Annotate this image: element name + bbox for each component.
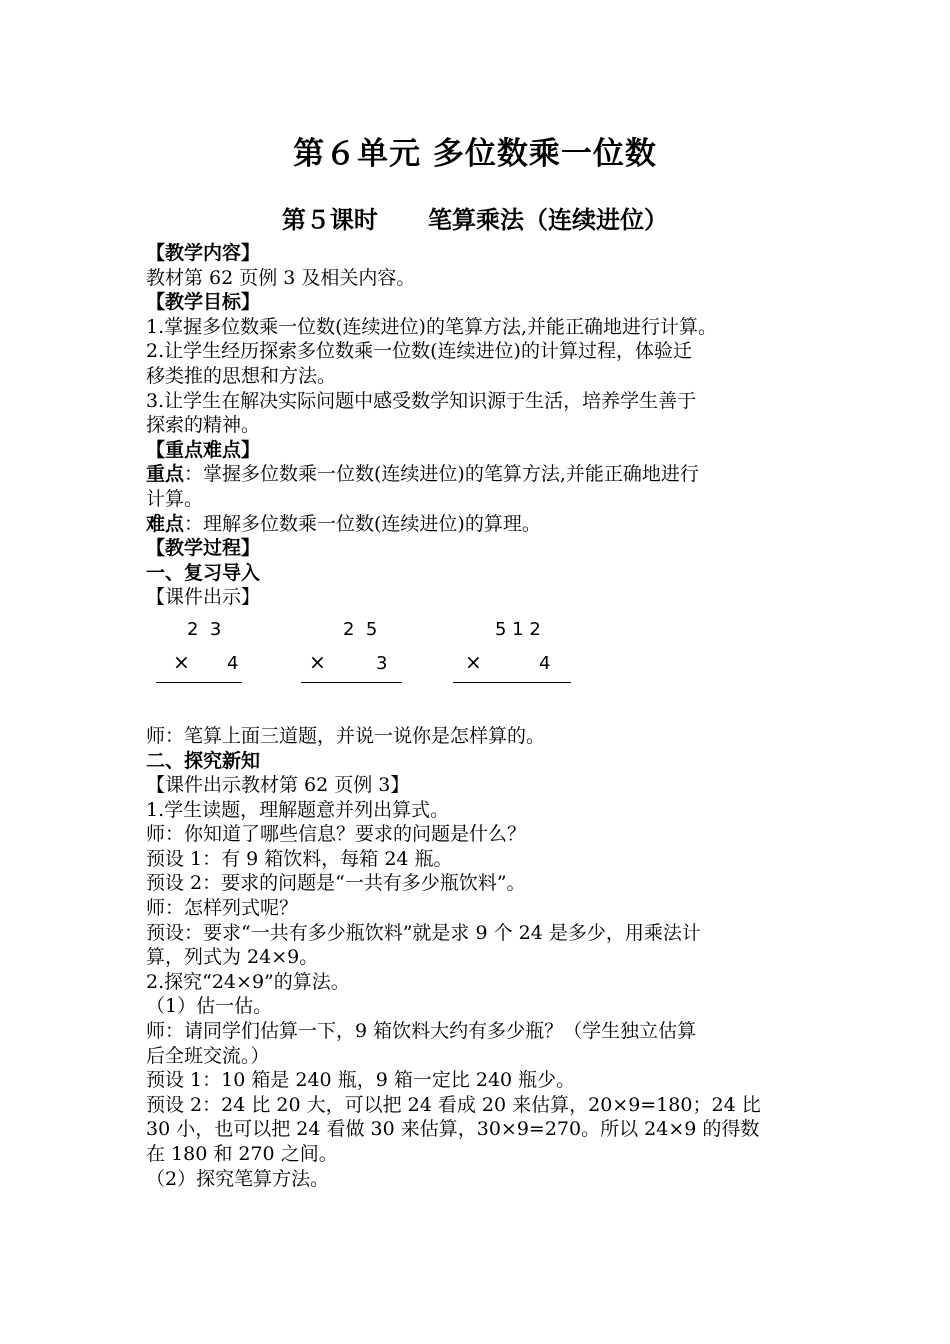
difficulty-label: 难点: [146, 512, 185, 535]
calc-underline: [453, 682, 571, 683]
key-point-line-2: 计算。: [146, 487, 204, 510]
calc-underline: [156, 682, 242, 683]
goal-line: 1.掌握多位数乘一位数(连续进位)的笔算方法,并能正确地进行计算。: [146, 315, 717, 338]
body-line: 预设 1：有 9 箱饮料，每箱 24 瓶。: [146, 847, 453, 870]
lesson-title: 第５课时 笔算乘法（连续进位）: [281, 206, 669, 234]
difficulty-line: [146, 512, 816, 537]
body-line: 30 小，也可以把 24 看做 30 来估算，30×9=270。所以 24×9 的得数: [146, 1118, 760, 1141]
body-line: 师：怎样列式呢？: [146, 897, 299, 920]
body-line: 1.学生读题，理解题意并列出算式。: [146, 798, 450, 821]
body-line: 预设 2：24 比 20 大，可以把 24 看成 20 来估算，20×9=180；24 比: [146, 1093, 761, 1116]
body-line: 预设 1：10 箱是 240 瓶，9 箱一定比 240 瓶少。: [146, 1069, 576, 1092]
key-point-line: [146, 462, 816, 487]
calc-underline: [301, 682, 402, 683]
courseware-label: 【课件出示】: [146, 586, 261, 609]
difficulty-text: ：理解多位数乘一位数(连续进位)的算理。: [184, 512, 541, 535]
teacher-line: 师：笔算上面三道题，并说一说你是怎样算的。: [146, 724, 546, 747]
body-line: 后全班交流。）: [146, 1044, 270, 1067]
body-line: 预设：要求“一共有多少瓶饮料”就是求 9 个 24 是多少，用乘法计: [146, 921, 701, 944]
section-heading-process: 【教学过程】: [146, 537, 261, 560]
body-line: 师：你知道了哪些信息？要求的问题是什么？: [146, 823, 527, 846]
body-line: 在 180 和 270 之间。: [146, 1143, 338, 1165]
section-heading-content: 【教学内容】: [146, 242, 261, 264]
calc-top-number: 2 3: [187, 618, 222, 640]
calc-top-number: 2 5: [343, 618, 378, 640]
times-sign: ×: [173, 649, 190, 674]
times-sign: ×: [465, 649, 482, 674]
body-line: 师：请同学们估算一下，9 箱饮料大约有多少瓶？（学生独立估算: [146, 1020, 697, 1043]
calc-bottom-number: 4: [227, 652, 239, 674]
calc-top-number: 5 1 2: [495, 618, 541, 640]
body-line: 预设 2：要求的问题是“一共有多少瓶饮料”。: [146, 872, 526, 895]
document-body: [146, 241, 816, 1191]
body-line: 【课件出示教材第 62 页例 3】: [146, 774, 410, 797]
goal-line: 移类推的思想和方法。: [146, 364, 337, 387]
unit-title: 第６单元 多位数乘一位数: [293, 136, 657, 172]
calc-bottom-number: 3: [376, 652, 388, 674]
body-line: （2）探究笔算方法。: [146, 1167, 330, 1190]
part-heading-explore: 二、探究新知: [146, 749, 261, 772]
key-label: 重点: [146, 463, 185, 486]
goal-line: 2.让学生经历探索多位数乘一位数(连续进位)的计算过程，体验迁: [146, 340, 692, 363]
content-text: 教材第 62 页例 3 及相关内容。: [146, 266, 416, 289]
section-heading-goals: 【教学目标】: [146, 291, 261, 314]
key-text: ：掌握多位数乘一位数(连续进位)的笔算方法,并能正确地进行: [184, 463, 699, 486]
times-sign: ×: [309, 649, 326, 674]
calc-bottom-number: 4: [539, 652, 551, 674]
body-line: 算，列式为 24×9。: [146, 946, 319, 969]
section-heading-key: 【重点难点】: [146, 438, 261, 461]
body-line: （1）估一估。: [146, 995, 273, 1018]
goal-line: 探索的精神。: [146, 414, 261, 437]
review-calculations: [146, 610, 816, 724]
goal-line: 3.让学生在解决实际问题中感受数学知识源于生活，培养学生善于: [146, 389, 697, 412]
part-heading-review: 一、复习导入: [146, 561, 261, 584]
body-line: 2.探究“24×9”的算法。: [146, 970, 350, 993]
